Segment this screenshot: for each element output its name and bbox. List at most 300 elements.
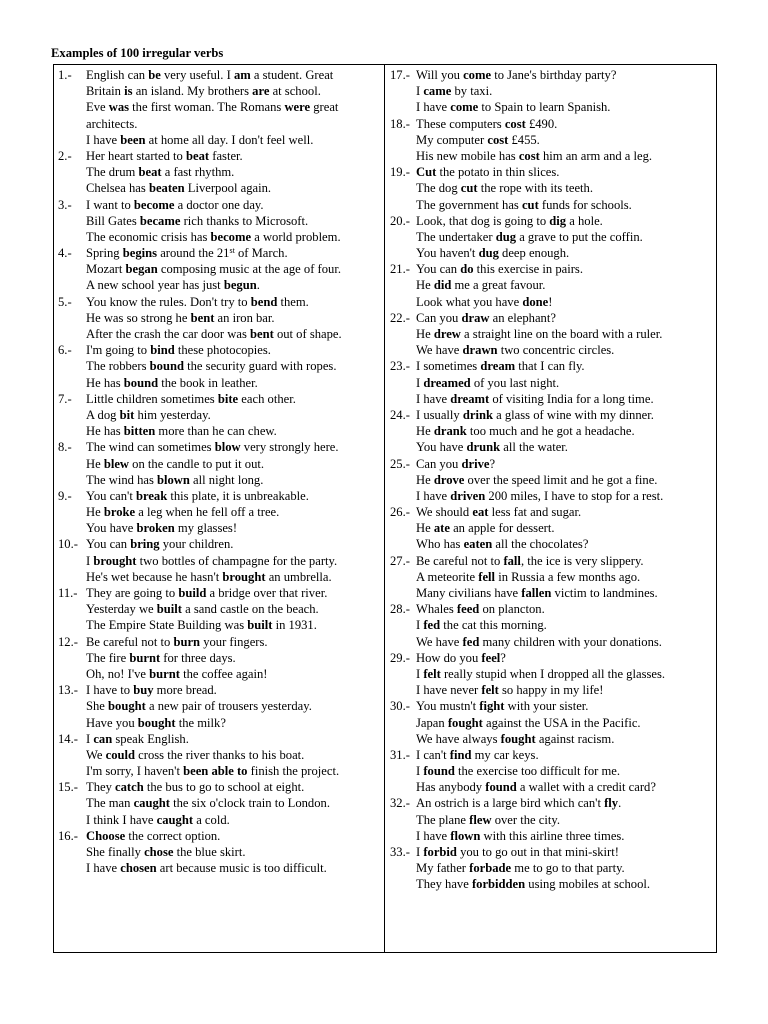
sentence-text: I xyxy=(416,666,424,681)
sentence-text: a grave to put the coffin. xyxy=(516,229,643,244)
sentence-text: less fat and sugar. xyxy=(488,505,582,520)
verb-form: beat xyxy=(186,148,210,163)
sentence-text: We have always xyxy=(416,731,501,746)
verb-form: Choose xyxy=(86,828,126,843)
verb-form: chose xyxy=(144,845,174,859)
sentence-text: rich thanks to Microsoft. xyxy=(180,213,309,228)
left-column xyxy=(58,67,382,876)
verb-form: felt xyxy=(481,683,499,698)
sentence-text: I can't xyxy=(416,747,450,762)
example-sentence xyxy=(58,261,382,277)
verb-form: done xyxy=(522,294,549,309)
entry-number: 27.- xyxy=(390,553,410,568)
sentence-text: an apple for dessert. xyxy=(449,521,555,536)
sentence-text: He has xyxy=(86,375,124,390)
verb-form: been able to xyxy=(183,764,248,779)
example-sentence xyxy=(390,245,712,261)
sentence-text: all the water. xyxy=(500,440,568,455)
verbs-table xyxy=(53,64,717,953)
sentence-text: that I can fly. xyxy=(515,359,585,374)
sentence-text: I xyxy=(416,845,424,859)
example-sentence xyxy=(58,197,382,213)
verb-form: been xyxy=(120,132,146,147)
sentence-text: We xyxy=(86,747,106,762)
verb-form: begins xyxy=(122,246,158,261)
sentence-text: My father xyxy=(416,861,470,876)
sentence-text: The man xyxy=(86,796,134,811)
verb-entry xyxy=(390,747,712,796)
example-sentence xyxy=(390,504,712,520)
sentence-text: me to go to that party. xyxy=(511,861,625,876)
verb-form: chosen xyxy=(120,861,157,876)
sentence-text: He was so strong he xyxy=(86,310,191,325)
entry-number: 20.- xyxy=(390,213,410,228)
entry-number: 19.- xyxy=(390,165,410,180)
verb-form: bent xyxy=(250,327,274,341)
verb-form: built xyxy=(247,618,273,633)
sentence-text: the rope with its teeth. xyxy=(477,181,593,196)
sentence-text: The Empire State Building was xyxy=(86,618,248,633)
example-sentence xyxy=(390,812,712,828)
example-sentence xyxy=(390,520,712,536)
sentence-text: I'm going to xyxy=(86,343,151,358)
verb-entry xyxy=(58,342,382,391)
verb-entry xyxy=(58,439,382,488)
example-sentence xyxy=(58,860,382,876)
example-sentence xyxy=(58,634,382,650)
verb-form: become xyxy=(133,197,175,212)
example-sentence xyxy=(58,520,382,536)
verb-entry xyxy=(58,828,382,877)
example-sentence xyxy=(390,391,712,407)
example-sentence xyxy=(390,326,712,342)
sentence-text: with this airline three times. xyxy=(480,828,625,843)
example-sentence xyxy=(58,504,382,520)
verb-form: bent xyxy=(190,310,215,325)
sentence-text: you to go out in that mini-skirt! xyxy=(456,845,619,859)
sentence-text: me a great favour. xyxy=(451,278,546,293)
entry-number: 26.- xyxy=(390,505,410,520)
sentence-text: Be careful not to xyxy=(86,634,174,649)
example-sentence xyxy=(58,277,382,293)
verb-form: blew xyxy=(103,456,130,471)
sentence-text: Can you xyxy=(416,310,462,325)
sentence-text: We have xyxy=(416,634,463,649)
sentence-text: very strongly here. xyxy=(240,440,339,455)
sentence-text: He xyxy=(416,327,434,341)
sentence-text: the six o'clock train to London. xyxy=(169,796,330,811)
sentence-text: I xyxy=(416,84,424,99)
example-sentence xyxy=(58,148,382,164)
verb-form: Cut xyxy=(416,165,437,180)
verb-form: am xyxy=(233,68,251,82)
sentence-text: Japan xyxy=(416,715,448,730)
verb-entry xyxy=(390,358,712,407)
sentence-text: the bus to go to school at eight. xyxy=(143,780,305,795)
sentence-text: more than he can chew. xyxy=(155,424,277,439)
example-sentence xyxy=(58,391,382,407)
sentence-text: in 1931. xyxy=(272,618,317,633)
sentence-text: He's wet because he hasn't xyxy=(86,569,223,584)
sentence-text: an island. My brothers xyxy=(132,84,253,99)
sentence-text: a doctor one day. xyxy=(174,197,264,212)
example-sentence xyxy=(58,747,382,763)
sentence-text: all night long. xyxy=(189,472,264,487)
sentence-text: in Russia a few months ago. xyxy=(495,569,641,584)
example-sentence xyxy=(58,358,382,374)
example-sentence xyxy=(58,294,382,310)
entry-number: 24.- xyxy=(390,407,410,422)
verb-form: flew xyxy=(469,812,492,827)
sentence-text: my car keys. xyxy=(471,747,539,762)
example-sentence xyxy=(390,860,712,876)
sentence-text: so happy in my life! xyxy=(498,683,604,698)
example-sentence xyxy=(58,67,382,83)
example-sentence xyxy=(58,180,382,196)
verb-form: bound xyxy=(149,359,184,374)
example-sentence xyxy=(390,731,712,747)
sentence-text: a bridge over that river. xyxy=(206,586,328,600)
sentence-text: I xyxy=(416,764,424,779)
sentence-text: A new school year has just xyxy=(86,278,224,293)
entry-number: 1.- xyxy=(58,68,72,82)
sentence-text: The wind has xyxy=(86,472,157,487)
sentence-text: a glass of wine with my dinner. xyxy=(492,407,654,422)
verb-entry xyxy=(390,795,712,844)
example-sentence xyxy=(58,488,382,504)
sentence-text: The drum xyxy=(86,165,139,180)
verb-form: dreamt xyxy=(450,391,490,406)
example-sentence xyxy=(58,132,382,148)
example-sentence xyxy=(58,375,382,391)
sentence-text: English can xyxy=(86,68,149,82)
verb-entry xyxy=(58,731,382,780)
example-sentence xyxy=(390,116,712,132)
sentence-text: Be careful not to xyxy=(416,553,504,568)
sentence-text: He has xyxy=(86,424,124,439)
sentence-text: I usually xyxy=(416,407,463,422)
sentence-text: These computers xyxy=(416,116,505,131)
verb-entry xyxy=(390,213,712,262)
sentence-text: to Spain to learn Spanish. xyxy=(478,100,611,115)
verb-form: ate xyxy=(433,521,450,536)
verb-form: dig xyxy=(549,213,567,228)
verb-form: beaten xyxy=(148,181,185,196)
verb-entry xyxy=(390,407,712,456)
sentence-text: You can't xyxy=(86,488,136,503)
verb-form: felt xyxy=(423,666,441,681)
sentence-text: His new mobile has xyxy=(416,148,519,163)
entry-number: 17.- xyxy=(390,68,410,82)
example-sentence xyxy=(390,844,712,860)
sentence-text: Eve xyxy=(86,100,109,115)
example-sentence xyxy=(58,812,382,828)
sentence-text: A dog xyxy=(86,407,120,422)
example-sentence xyxy=(390,358,712,374)
sentence-text: I'm sorry, I haven't xyxy=(86,764,184,779)
verb-entry xyxy=(58,488,382,537)
sentence-text: He xyxy=(416,472,434,487)
sentence-text: my glasses! xyxy=(174,521,238,536)
sentence-text: We have xyxy=(416,343,463,358)
sentence-text: faster. xyxy=(209,148,243,163)
entry-number: 29.- xyxy=(390,650,410,665)
example-sentence xyxy=(390,310,712,326)
sentence-text: The robbers xyxy=(86,359,150,374)
sentence-text: the milk? xyxy=(175,715,226,730)
verb-form: beat xyxy=(138,165,162,180)
sentence-text: I have xyxy=(416,391,451,406)
verb-form: burn xyxy=(173,634,201,649)
verb-entry xyxy=(58,585,382,634)
verb-form: fought xyxy=(500,731,536,746)
entry-number: 7.- xyxy=(58,391,72,406)
verb-form: flown xyxy=(450,828,481,843)
sentence-text: the blue skirt. xyxy=(173,845,246,859)
verb-form: begun xyxy=(223,278,257,293)
verb-form: were xyxy=(284,100,311,115)
sentence-text: against the USA in the Pacific. xyxy=(482,715,641,730)
sentence-text: this exercise in pairs. xyxy=(473,262,583,277)
sentence-text: Mozart xyxy=(86,262,126,277)
verb-form: are xyxy=(252,84,270,99)
entry-number: 8.- xyxy=(58,440,72,455)
example-sentence xyxy=(390,876,712,892)
entry-number: 6.- xyxy=(58,343,72,358)
verb-form: find xyxy=(449,747,472,762)
sentence-text: 200 miles, I have to stop for a rest. xyxy=(485,488,664,503)
sentence-text: to Jane's birthday party? xyxy=(491,68,617,82)
verb-form: forbidden xyxy=(471,877,526,892)
example-sentence xyxy=(58,569,382,585)
example-sentence xyxy=(58,342,382,358)
example-sentence xyxy=(58,439,382,455)
sentence-text: really stupid when I dropped all the glasses. xyxy=(440,666,666,681)
verb-form: driven xyxy=(450,488,486,503)
verb-form: brought xyxy=(93,553,137,568)
verb-form: drank xyxy=(433,424,467,439)
sentence-text: on the candle to put it out. xyxy=(129,456,265,471)
sentence-text: the security guard with ropes. xyxy=(183,359,337,374)
verb-form: eaten xyxy=(463,537,493,552)
sentence-text: He xyxy=(416,521,434,536)
sentence-text: a sand castle on the beach. xyxy=(181,602,319,617)
sentence-text: the correct option. xyxy=(125,828,221,843)
verb-entry xyxy=(58,779,382,828)
sentence-text: a fast rhythm. xyxy=(161,165,235,180)
verb-form: come xyxy=(450,100,479,115)
column-divider xyxy=(384,65,385,952)
verb-entry xyxy=(390,553,712,602)
sentence-text: You can xyxy=(416,262,461,277)
example-sentence xyxy=(390,423,712,439)
verb-form: bite xyxy=(217,391,239,406)
verb-form: found xyxy=(485,780,517,795)
sentence-text: Liverpool again. xyxy=(184,181,272,196)
sentence-text: You know the rules. Don't try to xyxy=(86,294,251,309)
verb-form: bit xyxy=(119,407,135,422)
example-sentence xyxy=(58,601,382,617)
example-sentence xyxy=(390,617,712,633)
example-sentence xyxy=(58,666,382,682)
example-sentence xyxy=(390,747,712,763)
verb-form: bought xyxy=(137,715,176,730)
sentence-text: cross the river thanks to his boat. xyxy=(135,747,305,762)
verb-form: be xyxy=(148,68,161,82)
verb-entry xyxy=(390,164,712,213)
entry-number: 16.- xyxy=(58,828,78,843)
sentence-text: over the city. xyxy=(491,812,560,827)
verb-form: cost xyxy=(487,132,509,147)
sentence-text: The undertaker xyxy=(416,229,496,244)
example-sentence xyxy=(390,148,712,164)
sentence-text: all the chocolates? xyxy=(492,537,589,552)
example-sentence xyxy=(390,375,712,391)
example-sentence xyxy=(390,164,712,180)
sentence-text: Her heart started to xyxy=(86,148,187,163)
example-sentence xyxy=(58,617,382,633)
example-sentence xyxy=(390,650,712,666)
verb-form: dug xyxy=(495,229,517,244)
verb-form: came xyxy=(423,84,452,99)
example-sentence xyxy=(58,99,382,115)
sentence-text: . xyxy=(618,796,622,811)
example-sentence xyxy=(390,229,712,245)
document-title: Examples of 100 irregular verbs xyxy=(51,46,224,60)
entry-number: 25.- xyxy=(390,456,410,471)
sentence-text: Whales xyxy=(416,602,457,617)
sentence-text: a hole. xyxy=(566,213,603,228)
sentence-text: a leg when he fell off a tree. xyxy=(135,505,280,520)
verb-form: broken xyxy=(136,521,175,536)
entry-number: 14.- xyxy=(58,731,78,746)
verb-form: drove xyxy=(433,472,465,487)
sentence-text: at home all day. I don't feel well. xyxy=(145,132,314,147)
sentence-text: Can you xyxy=(416,456,462,471)
verb-form: can xyxy=(93,731,113,746)
entry-number: 22.- xyxy=(390,310,410,325)
example-sentence xyxy=(58,585,382,601)
sentence-text: a cold. xyxy=(193,812,230,827)
verb-form: brought xyxy=(222,569,266,584)
example-sentence xyxy=(390,569,712,585)
sentence-text: I xyxy=(416,375,424,390)
sentence-text: I have to xyxy=(86,683,134,698)
verb-form: fed xyxy=(423,618,441,633)
sentence-text: He xyxy=(416,278,434,293)
entry-number: 18.- xyxy=(390,116,410,131)
example-sentence xyxy=(58,326,382,342)
entry-number: 15.- xyxy=(58,780,78,795)
ordinal-suffix: st xyxy=(229,246,235,256)
example-sentence xyxy=(58,715,382,731)
example-sentence xyxy=(58,423,382,439)
sentence-text: He xyxy=(86,505,104,520)
sentence-text: speak English. xyxy=(112,731,189,746)
verb-form: bought xyxy=(108,699,146,714)
example-sentence xyxy=(390,261,712,277)
example-sentence xyxy=(390,472,712,488)
sentence-text: the cat this morning. xyxy=(440,618,547,633)
verb-form: buy xyxy=(133,683,154,698)
verb-form: drew xyxy=(433,327,461,341)
example-sentence xyxy=(390,682,712,698)
sentence-text: The dog xyxy=(416,181,461,196)
sentence-text: How do you xyxy=(416,650,482,665)
sentence-text: too much and he got a headache. xyxy=(466,424,635,439)
sentence-text: I have xyxy=(416,100,451,115)
example-sentence xyxy=(58,779,382,795)
sentence-text: Oh, no! I've xyxy=(86,666,150,681)
example-sentence xyxy=(58,407,382,423)
sentence-text: a straight line on the board with a ruler. xyxy=(460,327,663,341)
sentence-text: I have xyxy=(86,132,121,147)
entry-number: 33.- xyxy=(390,845,410,859)
verb-form: drive xyxy=(461,456,490,471)
entry-number: 21.- xyxy=(390,262,410,277)
sentence-text: ? xyxy=(500,650,506,665)
sentence-text: A meteorite xyxy=(416,569,479,584)
entry-number: 3.- xyxy=(58,197,72,212)
sentence-text: , the ice is very slippery. xyxy=(520,553,644,568)
sentence-text: You have xyxy=(86,521,137,536)
example-sentence xyxy=(390,536,712,552)
sentence-text: these photocopies. xyxy=(174,343,271,358)
sentence-text: great xyxy=(310,100,339,115)
verb-form: fight xyxy=(479,699,505,714)
example-sentence xyxy=(390,795,712,811)
verb-form: dream xyxy=(480,359,516,374)
sentence-text: the first woman. The Romans xyxy=(129,100,285,115)
example-sentence xyxy=(58,472,382,488)
sentence-text: I have never xyxy=(416,683,482,698)
verb-form: bound xyxy=(123,375,159,390)
verb-form: blow xyxy=(214,440,241,455)
sentence-text: Little children sometimes xyxy=(86,391,218,406)
sentence-text: I have xyxy=(416,828,451,843)
example-sentence xyxy=(390,407,712,423)
sentence-text: Have you xyxy=(86,715,138,730)
verb-entry xyxy=(58,148,382,197)
sentence-text: Look, that dog is going to xyxy=(416,213,550,228)
example-sentence xyxy=(390,828,712,844)
sentence-text: £455. xyxy=(508,132,540,147)
example-sentence xyxy=(58,116,382,132)
verb-entry xyxy=(58,536,382,585)
sentence-text: for three days. xyxy=(160,650,236,665)
sentence-text: You mustn't xyxy=(416,699,480,714)
sentence-text: Many civilians have xyxy=(416,586,522,600)
example-sentence xyxy=(390,456,712,472)
sentence-text: two concentric circles. xyxy=(497,343,615,358)
sentence-text: I xyxy=(86,731,94,746)
verb-entry xyxy=(58,682,382,731)
example-sentence xyxy=(58,698,382,714)
sentence-text: the potato in thin slices. xyxy=(436,165,560,180)
verb-form: could xyxy=(105,747,136,762)
verb-form: fed xyxy=(462,634,480,649)
verb-form: bend xyxy=(250,294,278,309)
sentence-text: My computer xyxy=(416,132,488,147)
verb-entry xyxy=(390,261,712,310)
example-sentence xyxy=(390,585,712,601)
sentence-text: Who has xyxy=(416,537,464,552)
example-sentence xyxy=(390,634,712,650)
sentence-text: They xyxy=(86,780,116,795)
verb-form: dug xyxy=(478,246,499,261)
sentence-text: She finally xyxy=(86,845,145,859)
sentence-text: Spring xyxy=(86,246,123,261)
